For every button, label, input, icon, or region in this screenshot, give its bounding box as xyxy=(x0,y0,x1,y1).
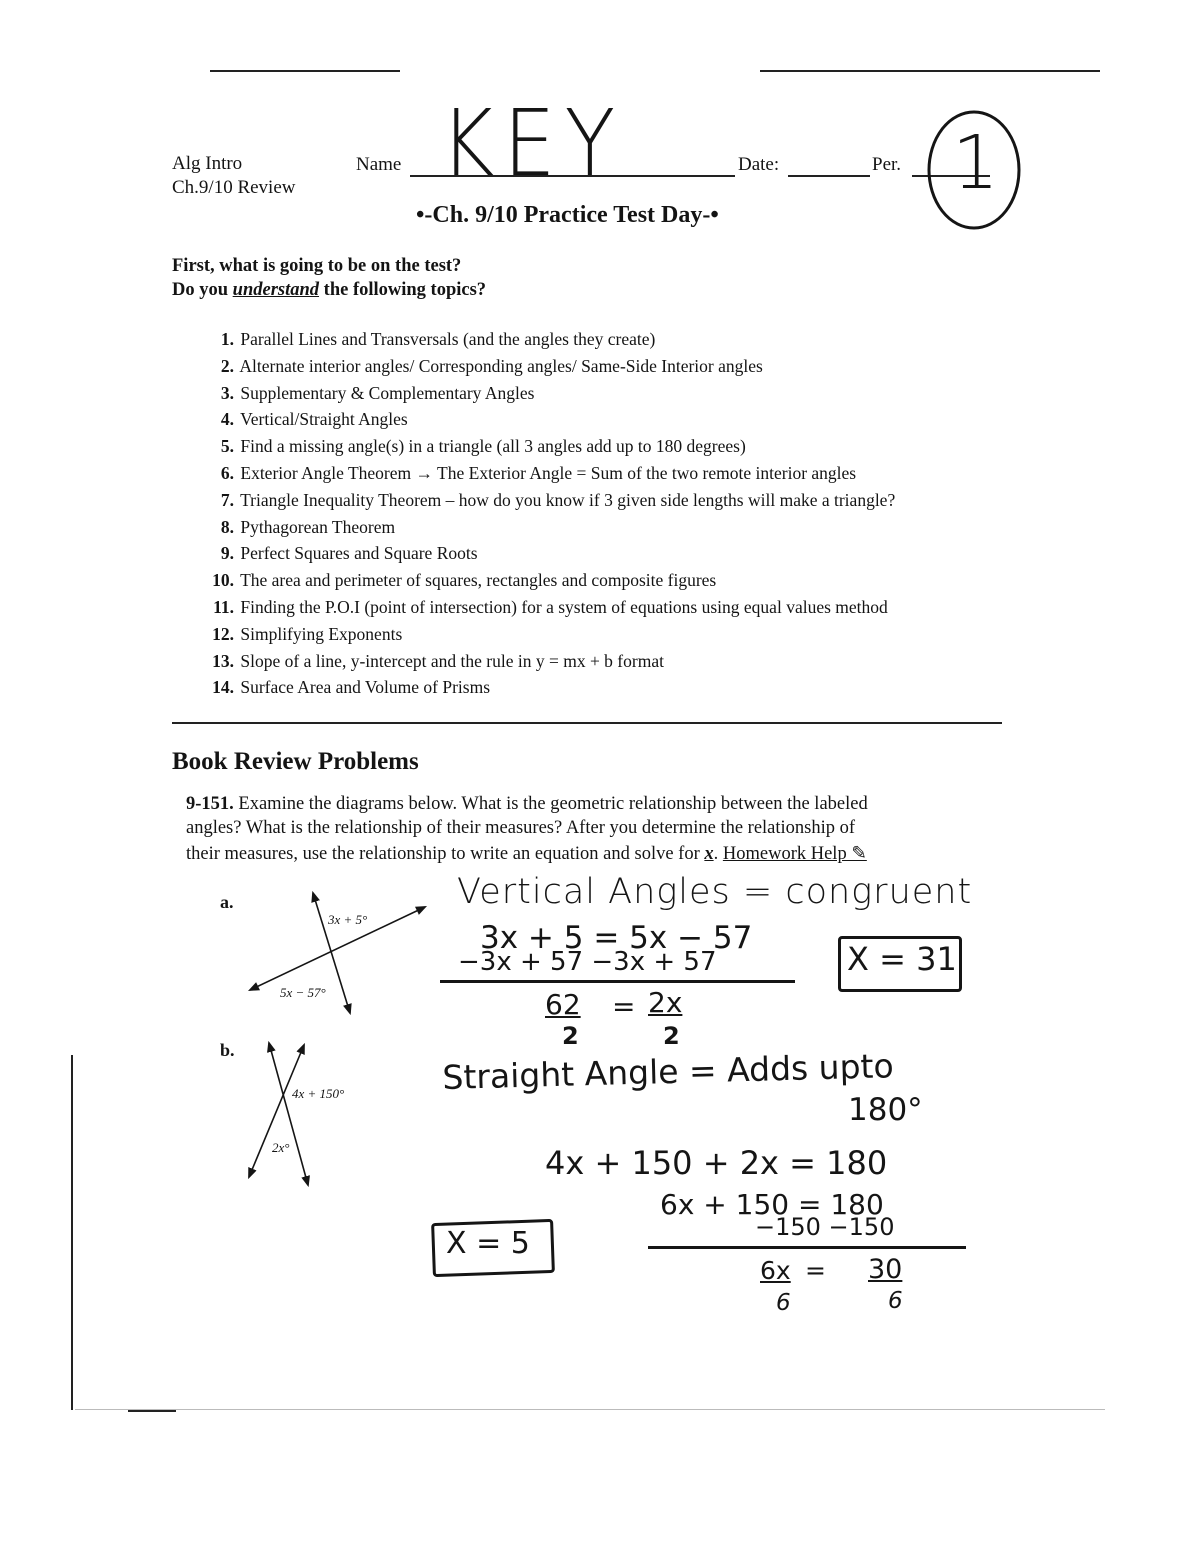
topic-number: 1. xyxy=(220,329,234,349)
topic-text: Alternate interior angles/ Corresponding angles/ Same-Side Interior angles xyxy=(239,355,763,376)
topic-text: Perfect Squares and Square Roots xyxy=(240,543,478,564)
intro-line-2 xyxy=(172,280,486,301)
intro-emphasis: understand xyxy=(232,280,320,300)
problem-text-3: their measures, use the relationship to write an equation and solve for xyxy=(186,844,705,864)
scan-top-line xyxy=(210,70,400,72)
topic-item xyxy=(200,487,1160,514)
topic-number: 14. xyxy=(212,677,234,698)
hand-a-den-left: 2 xyxy=(562,1022,579,1050)
topic-item xyxy=(200,648,1160,675)
homework-help-link[interactable]: Homework Help ✎ xyxy=(722,844,867,864)
topic-text: Slope of a line, y-intercept and the rule in y = mx + b format xyxy=(240,650,664,671)
vertical-angles-diagram xyxy=(240,885,440,1020)
section-divider xyxy=(172,722,1002,724)
course-label: Alg Intro xyxy=(172,153,243,174)
topic-item xyxy=(200,567,1160,594)
section-title: Book Review Problems xyxy=(172,748,419,775)
topic-text: Triangle Inequality Theorem – how do you know if 3 given side lengths will make a triangle? xyxy=(240,489,896,510)
date-label: Date: xyxy=(738,154,780,175)
topic-text: Exterior Angle Theorem → The Exterior Angle = Sum of the two remote interior angles xyxy=(240,462,857,483)
intro-line-2-suffix: the following topics? xyxy=(319,280,487,300)
diagram-a-angle-2: 5x − 57° xyxy=(280,985,326,1000)
topic-number: 3. xyxy=(220,382,234,403)
topic-number: 7. xyxy=(220,489,234,510)
problem-text-3-end: . xyxy=(713,844,723,864)
topic-item xyxy=(200,460,1160,487)
topic-text: Surface Area and Volume of Prisms xyxy=(240,677,491,698)
handwritten-period: 1 xyxy=(952,120,1000,206)
problem-text-1: Examine the diagrams below. What is the geometric relationship between the labeled xyxy=(238,794,868,814)
topic-item xyxy=(200,353,1160,380)
hand-b-den-left: 6 xyxy=(776,1290,791,1316)
hand-a-62: 62 xyxy=(545,988,581,1021)
topic-text: Vertical/Straight Angles xyxy=(240,409,408,430)
topic-text: Finding the P.O.I (point of intersection) for a system of equations using equal values method xyxy=(240,596,888,617)
topic-item xyxy=(200,540,1160,567)
name-label: Name xyxy=(356,154,402,175)
hand-b-answer: X = 5 xyxy=(446,1226,530,1261)
intro-line-1: First, what is going to be on the test? xyxy=(172,256,462,276)
hand-b-180: 180° xyxy=(848,1092,923,1128)
hand-a-eq1: 3x + 5 = 5x − 57 xyxy=(480,920,753,956)
topic-number: 5. xyxy=(220,436,234,457)
date-line xyxy=(788,175,870,177)
hand-a-rule xyxy=(440,980,795,983)
diagram-a-angle-1: 3x + 5° xyxy=(328,912,368,927)
period-label: Per. xyxy=(872,154,902,175)
topic-number: 11. xyxy=(213,596,234,617)
topic-number: 9. xyxy=(220,543,234,564)
problem-variable: x xyxy=(704,844,714,864)
topic-item xyxy=(200,406,1160,433)
problem-line-1 xyxy=(186,794,868,815)
scan-top-line-right xyxy=(760,70,1100,72)
part-a-label: a. xyxy=(220,892,234,912)
topic-text: Pythagorean Theorem xyxy=(240,516,396,537)
handwritten-key: KEY xyxy=(440,90,625,197)
topic-item xyxy=(200,674,1160,701)
diagram-b-line-2 xyxy=(249,1045,304,1177)
topic-number: 10. xyxy=(212,570,234,591)
problem-line-3 xyxy=(186,843,867,865)
hand-b-eq: = xyxy=(805,1256,826,1285)
hand-b-30: 30 xyxy=(868,1254,903,1285)
hand-b-rule xyxy=(648,1246,966,1249)
hand-a-2x: 2x xyxy=(648,986,683,1019)
scan-left-edge xyxy=(71,1055,73,1410)
problem-number: 9-151. xyxy=(186,794,234,814)
topic-text: Parallel Lines and Transversals (and the angles they create) xyxy=(240,329,656,349)
hand-a-eq2: −3x + 57 −3x + 57 xyxy=(458,947,717,977)
topic-number: 2. xyxy=(220,355,234,376)
hand-a-relationship: Vertical Angles = congruent xyxy=(457,872,973,912)
topic-text: Supplementary & Complementary Angles xyxy=(240,382,535,403)
part-b-label: b. xyxy=(220,1040,235,1060)
topic-number: 13. xyxy=(212,650,234,671)
topic-number: 6. xyxy=(220,462,234,483)
hand-b-6x: 6x xyxy=(760,1256,791,1285)
topic-item xyxy=(200,326,1160,353)
hand-b-den-right: 6 xyxy=(888,1288,903,1314)
topic-item xyxy=(200,594,1160,621)
topic-item xyxy=(200,514,1160,541)
scan-bottom-line xyxy=(75,1409,1105,1410)
problem-line-2: angles? What is the relationship of their measures? After you determine the relationship of xyxy=(186,818,856,838)
straight-angle-diagram xyxy=(240,1035,360,1190)
hand-b-eq2: 6x + 150 = 180 xyxy=(660,1188,884,1221)
page-title: •-Ch. 9/10 Practice Test Day-• xyxy=(416,202,719,228)
topic-number: 12. xyxy=(212,623,234,644)
intro-line-2-prefix: Do you xyxy=(172,280,233,300)
unit-label: Ch.9/10 Review xyxy=(172,177,296,198)
topic-text: Find a missing angle(s) in a triangle (all 3 angles add up to 180 degrees) xyxy=(240,436,746,457)
topic-item xyxy=(200,380,1160,407)
topic-item xyxy=(200,433,1160,460)
hand-a-den-right: 2 xyxy=(663,1022,680,1050)
hand-a-answer: X = 31 xyxy=(847,940,957,978)
hand-b-relationship: Straight Angle = Adds upto xyxy=(442,1046,895,1097)
hand-b-eq3: −150 −150 xyxy=(755,1213,895,1241)
scan-bottom-mark xyxy=(128,1410,176,1412)
hand-a-eq: = xyxy=(612,990,636,1023)
topic-number: 8. xyxy=(220,516,234,537)
topic-text: Simplifying Exponents xyxy=(240,623,403,644)
topic-item xyxy=(200,621,1160,648)
topics-list xyxy=(200,326,1160,701)
topic-text: The area and perimeter of squares, rectangles and composite figures xyxy=(240,570,717,591)
hand-b-eq1: 4x + 150 + 2x = 180 xyxy=(545,1144,888,1182)
topic-number: 4. xyxy=(220,409,234,430)
diagram-b-angle-2: 2x° xyxy=(272,1140,290,1155)
diagram-b-angle-1: 4x + 150° xyxy=(292,1086,345,1101)
